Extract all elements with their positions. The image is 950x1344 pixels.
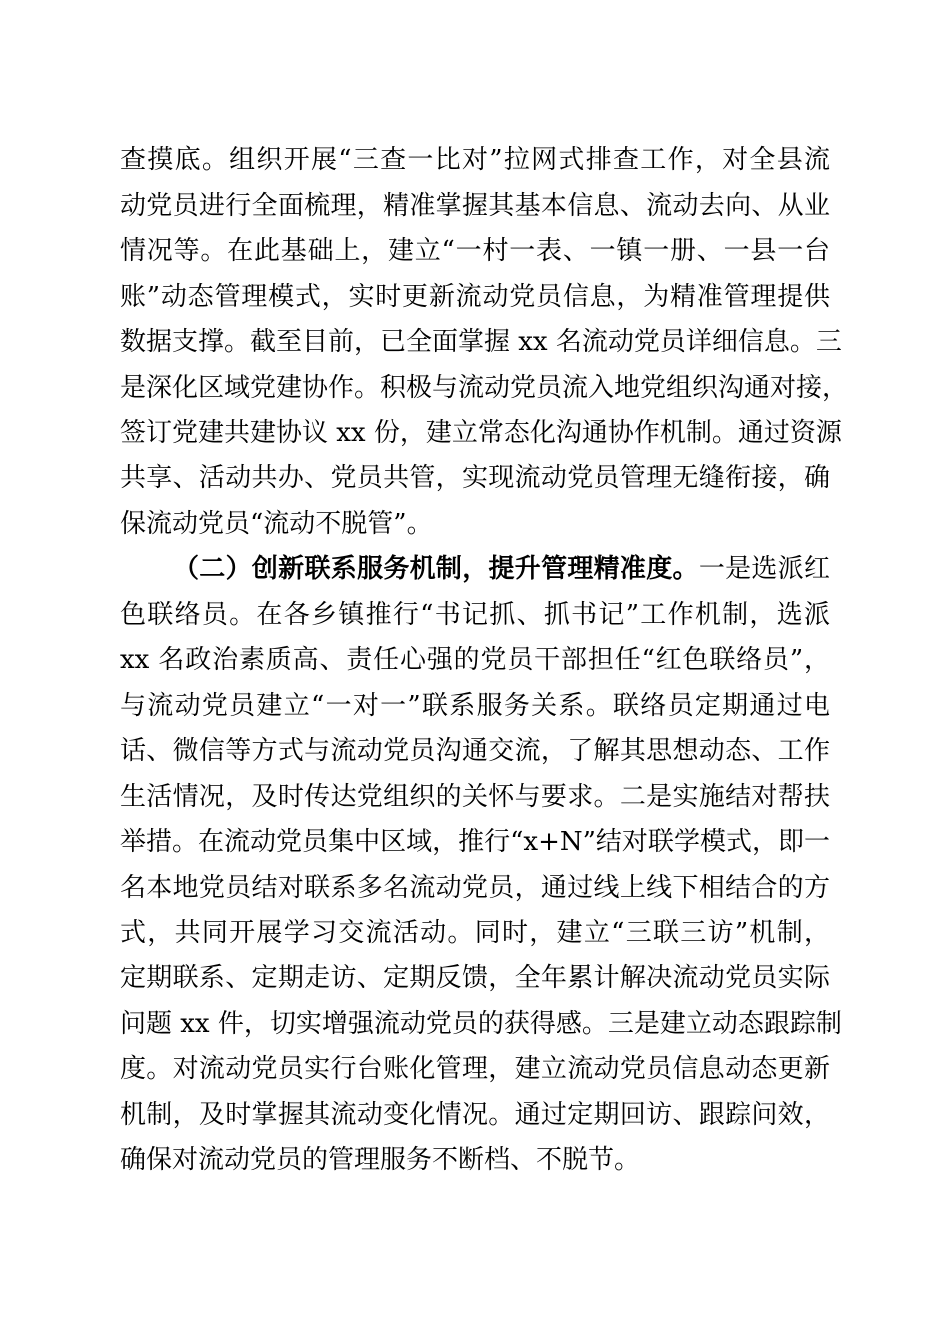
text-line: 话、微信等方式与流动党员沟通交流，了解其思想动态、工作 bbox=[120, 736, 830, 766]
text-line: 问题 xx 件，切实增强流动党员的获得感。三是建立动态跟踪制 bbox=[120, 1009, 842, 1039]
text-line: 确保对流动党员的管理服务不断档、不脱节。 bbox=[120, 1145, 641, 1175]
text-line: 度。对流动党员实行台账化管理，建立流动党员信息动态更新 bbox=[120, 1054, 830, 1084]
text-line: 签订党建共建协议 xx 份，建立常态化沟通协作机制。通过资源 bbox=[120, 418, 842, 448]
text-line: 动党员进行全面梳理，精准掌握其基本信息、流动去向、从业 bbox=[120, 191, 830, 221]
text-line: 式，共同开展学习交流活动。同时，建立“三联三访”机制， bbox=[120, 918, 830, 948]
text-line: 情况等。在此基础上，建立“一村一表、一镇一册、一县一台 bbox=[120, 236, 830, 266]
text-line: 数据支撑。截至目前，已全面掌握 xx 名流动党员详细信息。三 bbox=[120, 327, 842, 357]
text-line: 共享、活动共办、党员共管，实现流动党员管理无缝衔接，确 bbox=[120, 463, 830, 493]
text-line: 是深化区域党建协作。积极与流动党员流入地党组织沟通对接， bbox=[120, 373, 849, 403]
text-line: 生活情况，及时传达党组织的关怀与要求。二是实施结对帮扶 bbox=[120, 782, 830, 812]
text-line: 定期联系、定期走访、定期反馈，全年累计解决流动党员实际 bbox=[120, 963, 830, 993]
text-line: 举措。在流动党员集中区域，推行“x+N”结对联学模式，即一 bbox=[120, 827, 830, 857]
section-heading-rest: 一是选派红 bbox=[698, 554, 830, 584]
section-heading: （二）创新联系服务机制，提升管理精准度。 bbox=[173, 554, 699, 584]
text-line: 机制，及时掌握其流动变化情况。通过定期回访、跟踪问效， bbox=[120, 1100, 830, 1130]
text-line: 名本地党员结对联系多名流动党员，通过线上线下相结合的方 bbox=[120, 873, 830, 903]
section-heading-line bbox=[173, 549, 830, 589]
text-line: 色联络员。在各乡镇推行“书记抓、抓书记”工作机制，选派 bbox=[120, 600, 830, 630]
text-line: 与流动党员建立“一对一”联系服务关系。联络员定期通过电 bbox=[120, 691, 830, 721]
text-line: 查摸底。组织开展“三查一比对”拉网式排查工作，对全县流 bbox=[120, 145, 830, 175]
text-line: xx 名政治素质高、责任心强的党员干部担任“红色联络员”， bbox=[120, 645, 830, 675]
text-line: 保流动党员“流动不脱管”。 bbox=[120, 509, 433, 539]
text-line: 账”动态管理模式，实时更新流动党员信息，为精准管理提供 bbox=[120, 282, 830, 312]
